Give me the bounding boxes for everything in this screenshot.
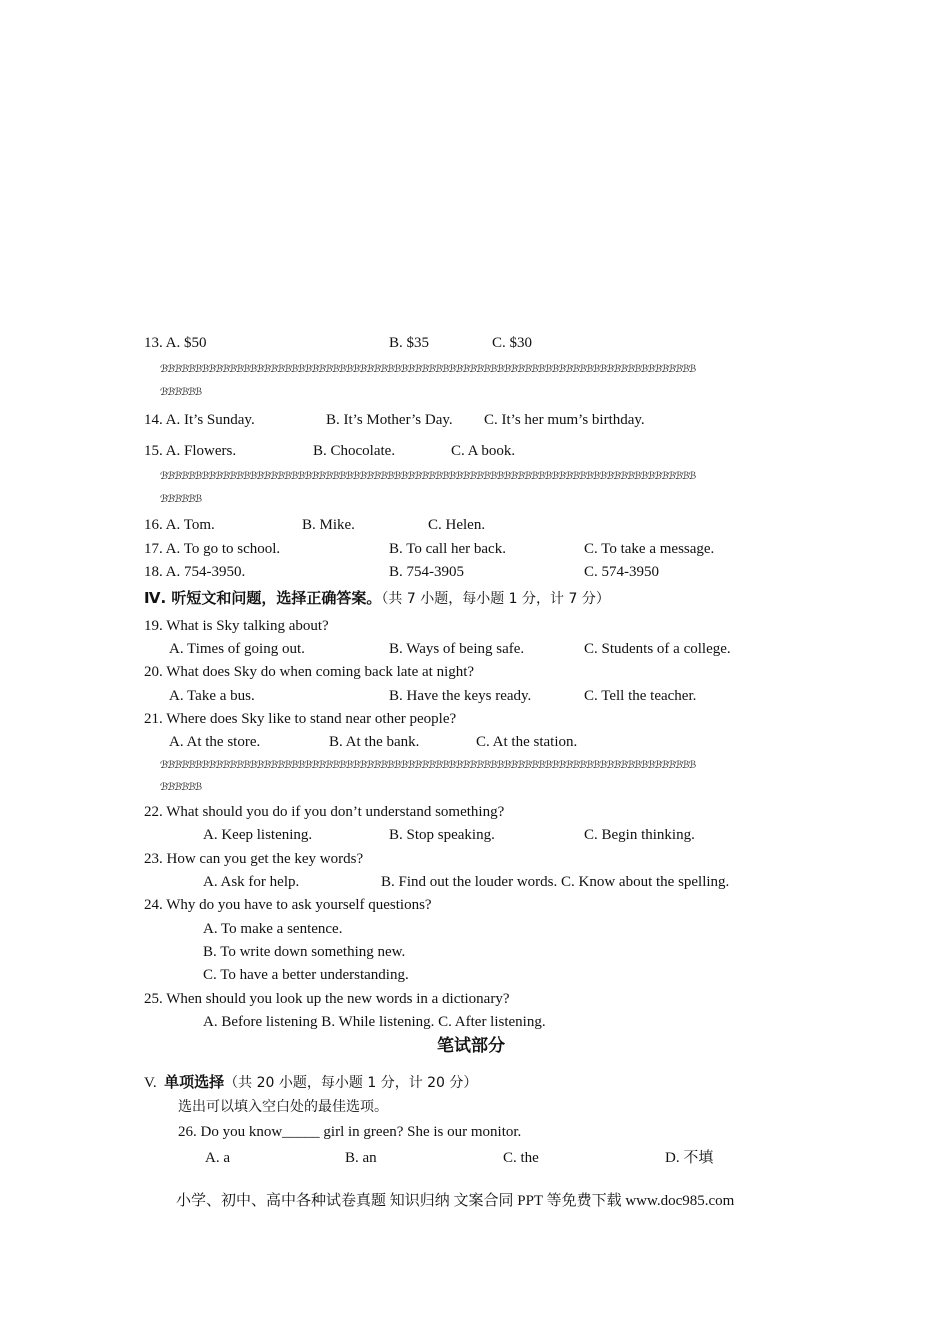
section-4-heading [144,589,610,608]
q20-option-a: A. Take a bus. [169,688,255,704]
q14-option-b: B. It’s Mother’s Day. [326,412,453,428]
q15-option-a: 15. A. Flowers. [144,443,237,459]
footer-text: 小学、初中、高中各种试卷真题 知识归纳 文案合同 PPT 等免费下载 www.doc985.com [176,1193,735,1209]
q14-option-c: C. It’s her mum’s birthday. [484,412,645,428]
section-5-title: 单项选择 [164,1073,225,1091]
q21-option-c: C. At the station. [476,734,578,750]
q25-options: A. Before listening B. While listening. C. After listening. [203,1014,546,1030]
q18-option-c: C. 574-3950 [584,564,659,580]
q25-question: 25. When should you look up the new words in a dictionary? [144,991,510,1007]
q26-option-a: A. a [205,1150,230,1166]
section-5-note: （共 20 小题，每小题 1 分，计 20 分） [224,1075,478,1091]
q26-question: 26. Do you know_____ girl in green? She is our monitor. [178,1124,522,1140]
q20-option-b: B. Have the keys ready. [389,688,532,704]
q20-option-c: C. Tell the teacher. [584,688,697,704]
q24-option-c: C. To have a better understanding. [203,967,409,983]
q24-option-a: A. To make a sentence. [203,921,343,937]
q21-option-b: B. At the bank. [329,734,420,750]
q22-option-c: C. Begin thinking. [584,827,695,843]
separator-line: ℬℬℬℬℬℬℬℬℬℬℬℬℬℬℬℬℬℬℬℬℬℬℬℬℬℬℬℬℬℬℬℬℬℬℬℬℬℬℬℬℬℬℬℬℬℬℬℬℬℬℬℬℬℬℬℬℬℬℬℬℬℬℬℬℬℬℬℬℬℬℬℬℬℬℬℬℬℬ [160,471,696,482]
separator-tail: ℬℬℬℬℬℬ [160,387,202,398]
q22-option-b: B. Stop speaking. [389,827,495,843]
q13-option-a: 13. A. $50 [144,335,207,351]
q19-option-b: B. Ways of being safe. [389,641,525,657]
q26-option-b: B. an [345,1150,377,1166]
q17-option-c: C. To take a message. [584,541,715,557]
q22-question: 22. What should you do if you don’t understand something? [144,804,505,820]
q15-option-c: C. A book. [451,443,516,459]
q16-option-b: B. Mike. [302,517,355,533]
q21-question: 21. Where does Sky like to stand near other people? [144,711,457,727]
separator-tail: ℬℬℬℬℬℬ [160,494,202,505]
written-part-title: 笔试部分 [437,1036,505,1056]
q20-question: 20. What does Sky do when coming back late at night? [144,664,475,680]
q14-option-a: 14. A. It’s Sunday. [144,412,255,428]
q24-question: 24. Why do you have to ask yourself questions? [144,897,432,913]
q22-option-a: A. Keep listening. [203,827,313,843]
q15-option-b: B. Chocolate. [313,443,396,459]
section-4-note: （共 7 小题，每小题 1 分，计 7 分） [381,591,610,607]
q17-option-b: B. To call her back. [389,541,506,557]
q21-option-a: A. At the store. [169,734,261,750]
q23-option-bc: B. Find out the louder words. C. Know about the spelling. [381,874,730,890]
q23-question: 23. How can you get the key words? [144,851,364,867]
q18-option-b: B. 754-3905 [389,564,464,580]
section-5-instruction: 选出可以填入空白处的最佳选项。 [178,1099,388,1115]
q13-option-b: B. $35 [389,335,430,351]
separator-line: ℬℬℬℬℬℬℬℬℬℬℬℬℬℬℬℬℬℬℬℬℬℬℬℬℬℬℬℬℬℬℬℬℬℬℬℬℬℬℬℬℬℬℬℬℬℬℬℬℬℬℬℬℬℬℬℬℬℬℬℬℬℬℬℬℬℬℬℬℬℬℬℬℬℬℬℬℬℬ [160,364,696,375]
q16-option-c: C. Helen. [428,517,486,533]
q19-question: 19. What is Sky talking about? [144,618,329,634]
q16-option-a: 16. A. Tom. [144,517,215,533]
separator-line: ℬℬℬℬℬℬℬℬℬℬℬℬℬℬℬℬℬℬℬℬℬℬℬℬℬℬℬℬℬℬℬℬℬℬℬℬℬℬℬℬℬℬℬℬℬℬℬℬℬℬℬℬℬℬℬℬℬℬℬℬℬℬℬℬℬℬℬℬℬℬℬℬℬℬℬℬℬℬ [160,760,696,771]
q26-option-c: C. the [503,1150,539,1166]
section-5-heading [144,1073,477,1092]
section-4-title: Ⅳ. 听短文和问题，选择正确答案。 [144,589,382,607]
q26-option-d: D. 不填 [665,1150,714,1166]
q19-option-a: A. Times of going out. [169,641,305,657]
q19-option-c: C. Students of a college. [584,641,731,657]
q24-option-b: B. To write down something new. [203,944,406,960]
q18-option-a: 18. A. 754-3950. [144,564,246,580]
q17-option-a: 17. A. To go to school. [144,541,281,557]
q13-option-c: C. $30 [492,335,533,351]
section-5-number: V. [144,1075,157,1091]
separator-tail: ℬℬℬℬℬℬ [160,782,202,793]
q23-option-a: A. Ask for help. [203,874,300,890]
